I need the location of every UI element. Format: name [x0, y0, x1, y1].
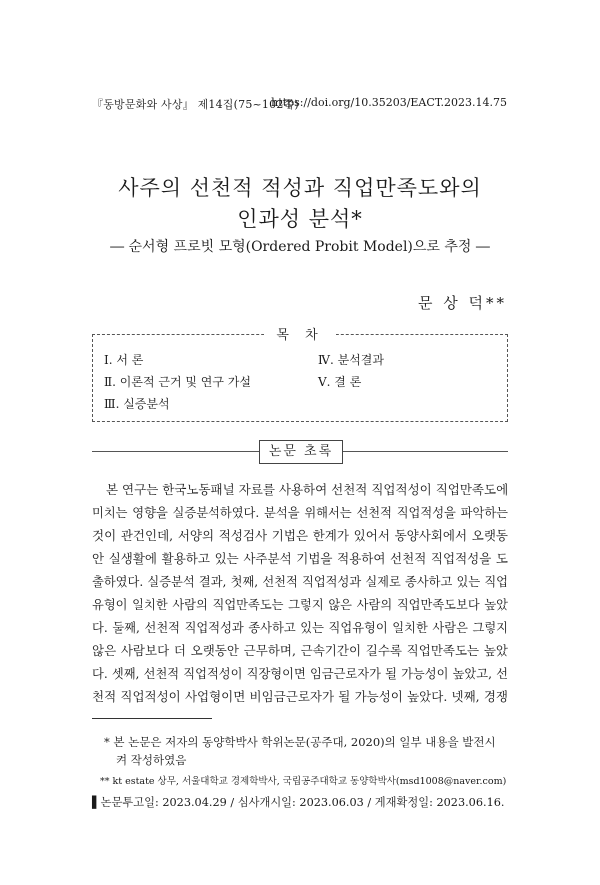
paper-title-line-2: 인과성 분석*	[237, 207, 363, 231]
toc-item-2: Ⅱ. 이론적 근거 및 연구 가설	[104, 375, 251, 389]
abstract-line-2: 미치는 영향을 실증분석하였다. 분석을 위해서는 선천적 직업적성을 파악하는	[92, 506, 508, 520]
toc-item-5: Ⅴ. 결 론	[318, 375, 362, 389]
toc-heading-text: 목 차	[264, 328, 335, 343]
footnote-1-line-1: * 본 논문은 저자의 동양학박사 학위논문(공주대, 2020)의 일부 내용을 발전시	[104, 735, 496, 749]
abstract-line-6: 유형이 일치한 사람의 직업만족도는 그렇지 않은 사람의 직업만족도보다 높았	[92, 598, 508, 612]
footnote-1-line-2: 켜 작성하였음	[116, 753, 187, 767]
paper-subtitle: ― 순서형 프로빗 모형(Ordered Probit Model)으로 추정 ―	[110, 239, 490, 255]
running-header-journal: 『동방문화와 사상』 제14집(75~102쪽)	[92, 98, 299, 111]
footnote-rule	[92, 718, 212, 719]
toc-heading	[0, 324, 600, 343]
running-header-doi[interactable]: https://doi.org/10.35203/EACT.2023.14.75	[271, 96, 507, 109]
abstract-line-7: 다. 둘째, 선천적 직업적성과 종사하고 있는 직업유형이 일치한 사람은 그렇지	[92, 621, 508, 635]
footnote-2: ** kt estate 상무, 서울대학교 경제학박사, 국립공주대학교 동양학박사(msd1008@naver.com)	[100, 776, 507, 787]
abstract-line-1: 본 연구는 한국노동패널 자료를 사용하여 선천적 직업적성이 직업만족도에	[106, 482, 509, 497]
abstract-line-8: 않은 사람보다 더 오랫동안 근무하며, 근속기간이 길수록 직업만족도는 높았	[92, 643, 508, 658]
submission-dates: ▌논문투고일: 2023.04.29 / 심사개시일: 2023.06.03 / 게재확정일: 2023.06.16.	[92, 796, 505, 809]
abstract-line-4: 안 실생활에 활용하고 있는 사주분석 기법을 적용하여 선천적 직업적성을 도	[92, 551, 508, 566]
toc-item-4: Ⅳ. 분석결과	[318, 353, 384, 367]
toc-item-3: Ⅲ. 실증분석	[104, 397, 170, 411]
abstract-line-9: 다. 셋째, 선천적 직업적성이 직장형이면 임금근로자가 될 가능성이 높았고, 선	[92, 667, 508, 681]
abstract-line-3: 것이 관건인데, 서양의 적성검사 기법은 한계가 있어서 동양사회에서 오랫동	[92, 528, 508, 543]
abstract-heading: 논문 초록	[259, 440, 343, 464]
author-name: 문 상 덕**	[417, 294, 507, 312]
abstract-line-10: 천적 직업적성이 사업형이면 비임금근로자가 될 가능성이 높았다. 넷째, 경쟁	[92, 689, 508, 704]
abstract-line-5: 출하였다. 실증분석 결과, 첫째, 선천적 직업적성과 실제로 종사하고 있는 직업	[92, 575, 508, 589]
toc-item-1: Ⅰ. 서 론	[104, 353, 144, 367]
paper-title-line-1: 사주의 선천적 적성과 직업만족도와의	[118, 176, 482, 200]
